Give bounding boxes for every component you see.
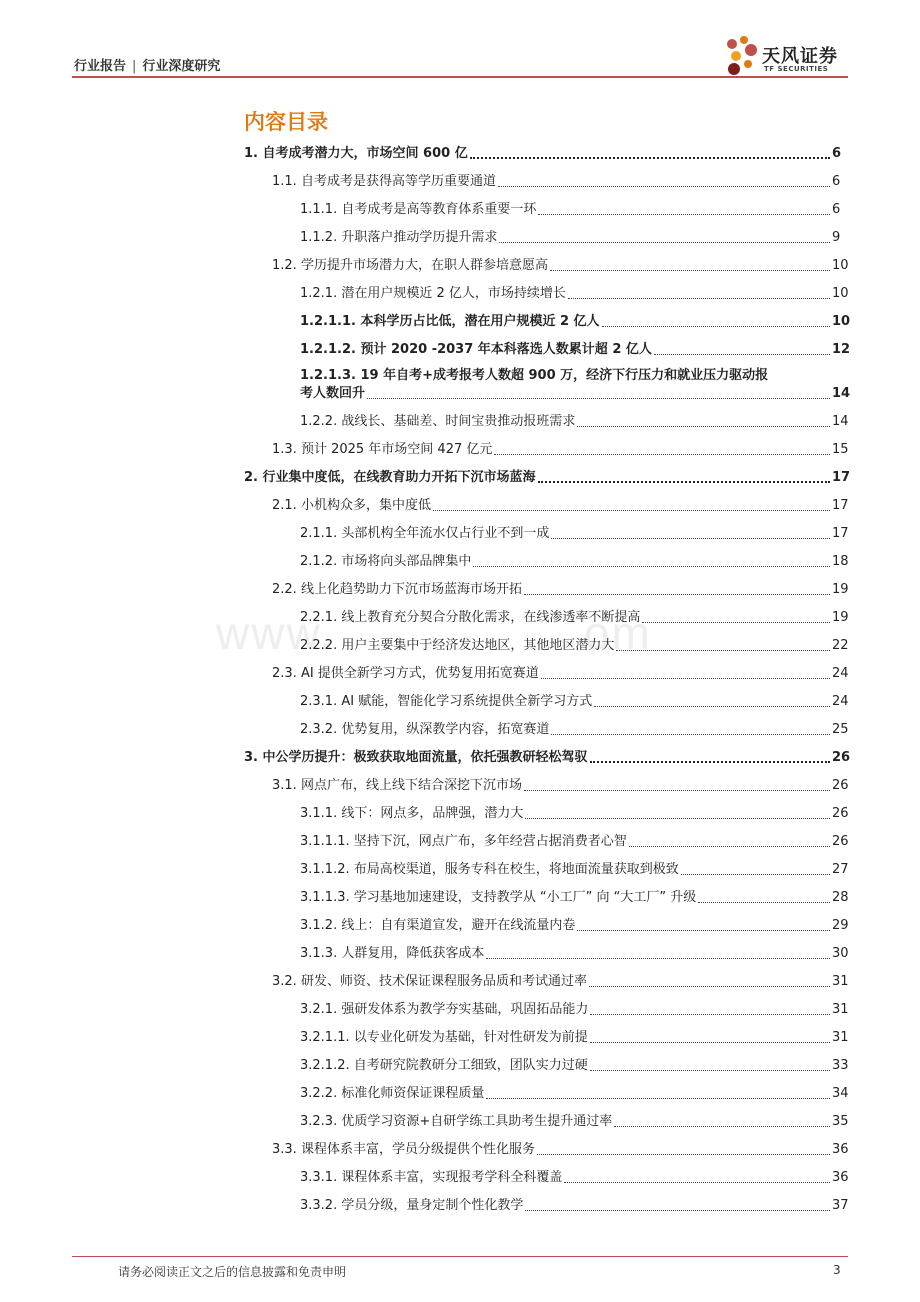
toc-leader [537, 1154, 830, 1155]
toc-leader [654, 354, 830, 355]
toc-entry-text: 2.2.1. 线上教育充分契合分散化需求，在线渗透率不断提高 [300, 610, 641, 625]
toc-page-number: 31 [832, 1002, 849, 1017]
toc-leader [551, 538, 830, 539]
toc-leader [551, 734, 830, 735]
category-label: 行业报告 [74, 59, 127, 74]
header-divider [72, 76, 848, 78]
toc-leader [577, 930, 830, 931]
toc-leader [550, 270, 830, 271]
toc-entry[interactable] [300, 861, 849, 879]
toc-entry[interactable] [272, 581, 849, 599]
toc-entry[interactable] [300, 1001, 849, 1019]
toc-page-number: 29 [832, 918, 849, 933]
toc-entry-text: 1. 自考成考潜力大，市场空间 600 亿 [244, 146, 468, 161]
toc-leader [473, 566, 830, 567]
toc-leader [470, 157, 830, 159]
toc-entry[interactable] [300, 1085, 849, 1103]
watermark-right: om [583, 607, 652, 659]
toc-page-number: 17 [832, 498, 849, 513]
toc-page-number: 25 [832, 722, 849, 737]
toc-page-number: 36 [832, 1142, 849, 1157]
toc-entry[interactable] [272, 441, 849, 459]
toc-entry[interactable] [300, 917, 849, 935]
toc-page-number: 26 [832, 750, 851, 765]
logo-name-en: TF SECURITIES [764, 65, 829, 73]
toc-leader [590, 1070, 830, 1071]
toc-entry[interactable] [272, 257, 849, 275]
toc-page-number: 36 [832, 1170, 849, 1185]
logo-name-cn: 天风证券 [762, 46, 838, 67]
toc-page-number: 15 [832, 442, 849, 457]
toc-page-number: 22 [832, 638, 849, 653]
toc-page-number: 28 [832, 890, 849, 905]
toc-page-number: 30 [832, 946, 849, 961]
toc-leader [525, 1210, 830, 1211]
toc-title: 内容目录 [244, 110, 328, 134]
toc-entry[interactable] [300, 1029, 849, 1047]
toc-entry-text: 2.3.1. AI 赋能，智能化学习系统提供全新学习方式 [300, 694, 593, 709]
toc-leader [486, 1098, 830, 1099]
page-number: 3 [833, 1263, 841, 1277]
toc-entry-text: 2.2.2. 用户主要集中于经济发达地区，其他地区潜力大 [300, 638, 615, 653]
toc-page-number: 17 [832, 470, 851, 485]
toc-leader [616, 650, 830, 651]
toc-page-number: 12 [832, 342, 851, 357]
toc-entry[interactable] [300, 609, 849, 627]
toc-leader [594, 706, 830, 707]
toc-entry-text: 2.1.1. 头部机构全年流水仅占行业不到一成 [300, 526, 550, 541]
toc-entry-text: 3.2.3. 优质学习资源+自研学练工具助考生提升通过率 [300, 1114, 613, 1129]
toc-entry[interactable] [300, 525, 849, 543]
watermark-left: www. [216, 607, 334, 659]
toc-leader [590, 1042, 830, 1043]
toc-leader [577, 426, 830, 427]
toc-entry-text: 3.1.2. 线上：自有渠道宣发，避开在线流量内卷 [300, 918, 576, 933]
toc-leader [538, 481, 830, 483]
toc-entry[interactable] [244, 749, 851, 767]
toc-leader [681, 874, 830, 875]
toc-entry-text: 3.1.3. 人群复用，降低获客成本 [300, 946, 485, 961]
toc-entry[interactable] [272, 1141, 849, 1159]
toc-entry-text: 3.1. 网点广布，线上线下结合深挖下沉市场 [272, 778, 522, 793]
toc-entry[interactable] [300, 1057, 849, 1075]
toc-leader [614, 1126, 830, 1127]
toc-leader [486, 958, 830, 959]
toc-entry[interactable] [300, 201, 841, 219]
toc-entry[interactable] [300, 637, 849, 655]
toc-entry[interactable] [272, 173, 841, 191]
toc-leader [590, 761, 830, 763]
toc-page-number: 9 [832, 230, 841, 245]
toc-page-number: 10 [832, 258, 849, 273]
toc-entry[interactable] [300, 553, 849, 571]
toc-entry-text: 1.2.1.1. 本科学历占比低，潜在用户规模近 2 亿人 [300, 314, 600, 329]
toc-entry[interactable] [300, 1113, 849, 1131]
toc-entry[interactable] [300, 1197, 849, 1215]
report-category [74, 55, 220, 74]
toc-entry[interactable] [300, 693, 849, 711]
disclaimer-note: 请务必阅读正文之后的信息披露和免责申明 [118, 1265, 347, 1279]
toc-page-number: 10 [832, 286, 849, 301]
toc-page-number: 6 [832, 174, 841, 189]
toc-entry[interactable] [300, 385, 851, 403]
toc-leader [698, 902, 830, 903]
toc-leader [589, 986, 830, 987]
toc-entry[interactable] [300, 313, 851, 331]
toc-page-number: 27 [832, 862, 849, 877]
toc-page-number: 14 [832, 386, 851, 401]
toc-page-number: 6 [832, 202, 841, 217]
toc-entry-text: 3.2.1.2. 自考研究院教研分工细致，团队实力过硬 [300, 1058, 588, 1073]
toc-page-number: 33 [832, 1058, 849, 1073]
toc-entry-text: 2.3. AI 提供全新学习方式，优势复用拓宽赛道 [272, 666, 539, 681]
toc-leader [602, 326, 830, 327]
toc-leader [629, 846, 830, 847]
toc-page-number: 31 [832, 974, 849, 989]
logo-mark-icon [722, 34, 762, 78]
category-separator: | [132, 59, 137, 74]
toc-entry-text: 3.2. 研发、师资、技术保证课程服务品质和考试通过率 [272, 974, 587, 989]
toc-page-number: 18 [832, 554, 849, 569]
toc-entry-text: 3.2.2. 标准化师资保证课程质量 [300, 1086, 485, 1101]
toc-leader [590, 1014, 830, 1015]
toc-entry-text: 1.1.2. 升职落户推动学历提升需求 [300, 230, 498, 245]
toc-page-number: 10 [832, 314, 851, 329]
toc-leader [564, 1182, 830, 1183]
toc-entry-text: 1.1. 自考成考是获得高等学历重要通道 [272, 174, 496, 189]
toc-page-number: 34 [832, 1086, 849, 1101]
toc-entry[interactable] [300, 229, 841, 247]
toc-page-number: 14 [832, 414, 849, 429]
toc-entry-text: 2.3.2. 优势复用，纵深教学内容，拓宽赛道 [300, 722, 550, 737]
toc-page-number: 26 [832, 806, 849, 821]
toc-page-number: 26 [832, 834, 849, 849]
toc-entry[interactable] [244, 145, 842, 163]
toc-entry-text: 2.1. 小机构众多，集中度低 [272, 498, 431, 513]
toc-entry[interactable] [300, 833, 849, 851]
toc-entry[interactable] [300, 805, 849, 823]
toc-leader [367, 398, 830, 399]
toc-leader [541, 678, 830, 679]
toc-entry-text: 3.1.1. 线下：网点多，品牌强，潜力大 [300, 806, 524, 821]
toc-page-number: 19 [832, 582, 849, 597]
toc-leader [538, 214, 830, 215]
toc-entry[interactable] [300, 1169, 849, 1187]
toc-leader [642, 622, 830, 623]
toc-entry-text: 2.1.2. 市场将向头部品牌集中 [300, 554, 472, 569]
toc-page-number: 31 [832, 1030, 849, 1045]
toc-page-number: 24 [832, 694, 849, 709]
toc-entry[interactable] [300, 721, 849, 739]
toc-page-number: 35 [832, 1114, 849, 1129]
toc-entry[interactable] [300, 413, 849, 431]
toc-entry-text: 1.2.1.2. 预计 2020 -2037 年本科落选人数累计超 2 亿人 [300, 342, 652, 357]
toc-entry[interactable] [272, 973, 849, 991]
toc-entry[interactable] [300, 945, 849, 963]
toc-entry[interactable] [272, 665, 849, 683]
toc-entry-text: 1.3. 预计 2025 年市场空间 427 亿元 [272, 442, 493, 457]
toc-entry-text: 3.3. 课程体系丰富，学员分级提供个性化服务 [272, 1142, 535, 1157]
toc-entry-text: 3.1.1.3. 学习基地加速建设，支持教学从 “小工厂” 向 “大工厂” 升级 [300, 890, 697, 905]
toc-entry-line1[interactable]: 1.2.1.3. 19 年自考+成考报考人数超 900 万，经济下行压力和就业压力驱动报 [300, 368, 769, 383]
toc-entry-text: 3.1.1.2. 布局高校渠道，服务专科在校生，将地面流量获取到极致 [300, 862, 679, 877]
toc-leader [524, 790, 830, 791]
toc-leader [524, 594, 830, 595]
toc-leader [499, 242, 830, 243]
toc-entry-text: 1.1.1. 自考成考是高等教育体系重要一环 [300, 202, 537, 217]
toc-leader [494, 454, 830, 455]
toc-entry-text: 2.2. 线上化趋势助力下沉市场蓝海市场开拓 [272, 582, 522, 597]
toc-page-number: 26 [832, 778, 849, 793]
toc-page-number: 6 [832, 146, 842, 161]
toc-entry-text: 1.2.1. 潜在用户规模近 2 亿人，市场持续增长 [300, 286, 566, 301]
toc-entry-text: 3.1.1.1. 坚持下沉，网点广布，多年经营占据消费者心智 [300, 834, 627, 849]
toc-entry[interactable] [272, 777, 849, 795]
toc-entry[interactable] [244, 469, 851, 487]
toc-entry-text: 2. 行业集中度低，在线教育助力开拓下沉市场蓝海 [244, 470, 536, 485]
toc-page-number: 19 [832, 610, 849, 625]
toc-leader [525, 818, 830, 819]
toc-page-number: 24 [832, 666, 849, 681]
toc-page-number: 17 [832, 526, 849, 541]
toc-entry[interactable] [300, 285, 849, 303]
toc-entry[interactable] [300, 889, 849, 907]
toc-entry-text: 3.3.1. 课程体系丰富，实现报考学科全科覆盖 [300, 1170, 563, 1185]
footer-divider [72, 1256, 848, 1257]
toc-entry-text: 3.3.2. 学员分级，量身定制个性化教学 [300, 1198, 524, 1213]
toc-page-number: 37 [832, 1198, 849, 1213]
toc-entry-text: 3.2.1. 强研发体系为教学夯实基础，巩固拓品能力 [300, 1002, 589, 1017]
toc-entry-text: 1.2.2. 战线长、基础差、时间宝贵推动报班需求 [300, 414, 576, 429]
brand-logo [722, 34, 852, 78]
subcategory-label: 行业深度研究 [142, 59, 221, 74]
toc-entry-text: 考人数回升 [300, 386, 366, 401]
toc-entry[interactable] [300, 341, 851, 359]
toc-entry[interactable] [272, 497, 849, 515]
toc-entry-text: 1.2. 学历提升市场潜力大，在职人群参培意愿高 [272, 258, 548, 273]
toc-entry-text: 3.2.1.1. 以专业化研发为基础，针对性研发为前提 [300, 1030, 588, 1045]
toc-entry-text: 3. 中公学历提升：极致获取地面流量，依托强教研轻松驾驭 [244, 750, 588, 765]
toc-leader [568, 298, 830, 299]
toc-leader [498, 186, 830, 187]
toc-leader [433, 510, 830, 511]
